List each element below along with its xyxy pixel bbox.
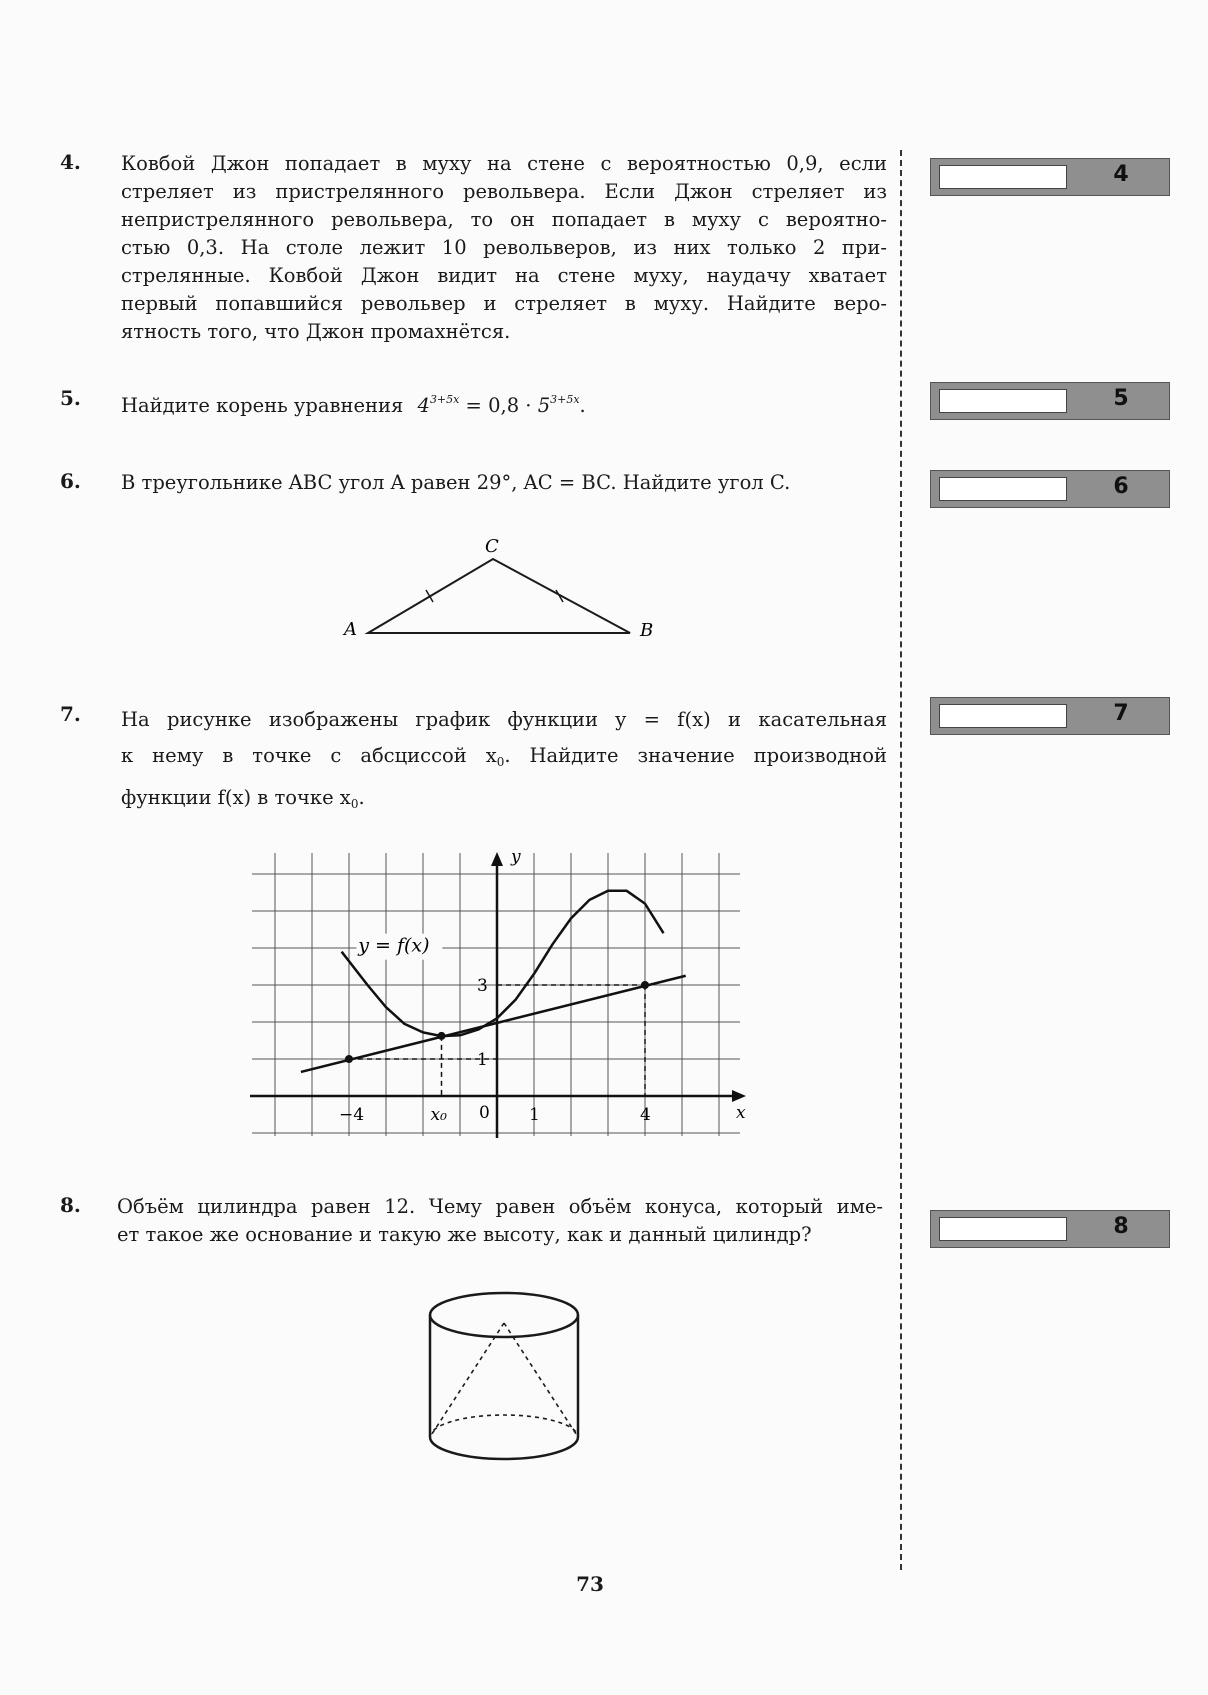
- line-text: функции f(x) в точке x: [121, 786, 351, 809]
- problem-7-line: На рисунке изображены график функции y = f(x) и касательная: [121, 708, 887, 731]
- answer-box-5[interactable]: [930, 382, 1170, 420]
- tick-label-y3: 3: [477, 976, 488, 996]
- eq-base-1: 4: [417, 394, 430, 417]
- problem-8-line: Объём цилиндра равен 12. Чему равен объём конуса, который име-: [117, 1195, 883, 1218]
- function-label: y = f(x): [358, 934, 430, 957]
- problem-8-number: 8.: [60, 1193, 81, 1217]
- answer-field[interactable]: [939, 704, 1067, 728]
- subscript: 0: [496, 755, 505, 769]
- data-point: [641, 981, 649, 989]
- cylinder-cone-figure: [420, 1285, 600, 1485]
- problem-4-line: непристрелянного револьвера, то он попадает в муху с вероятно-: [121, 208, 887, 231]
- triangle-abc: [368, 559, 630, 633]
- cylinder-bottom-front: [430, 1437, 578, 1459]
- function-curve: [342, 891, 664, 1036]
- problem-7-line: [121, 738, 887, 780]
- problem-7-number: 7.: [60, 702, 81, 726]
- line-text: .: [358, 786, 365, 809]
- cut-line: [900, 150, 902, 1570]
- tick-label-x4: 4: [640, 1105, 651, 1125]
- problem-6-number: 6.: [60, 469, 81, 493]
- answer-box-8[interactable]: [930, 1210, 1170, 1248]
- tick-label-y1: 1: [477, 1050, 488, 1070]
- problem-7-line: [121, 780, 887, 822]
- answer-box-label: 5: [1113, 386, 1129, 411]
- problem-5-prompt: Найдите корень уравнения: [121, 394, 404, 417]
- data-point: [345, 1055, 353, 1063]
- problem-4-line: ятность того, что Джон промахнётся.: [121, 320, 511, 343]
- cylinder-top: [430, 1293, 578, 1337]
- problem-4-line: Ковбой Джон попадает в муху на стене с вероятностью 0,9, если: [121, 152, 887, 175]
- data-point: [438, 1032, 446, 1040]
- eq-end: .: [579, 394, 586, 417]
- answer-box-6[interactable]: [930, 470, 1170, 508]
- problem-4-line: стреляет из пристрелянного револьвера. Если Джон стреляет из: [121, 180, 887, 203]
- tick-label-origin: 0: [479, 1103, 490, 1123]
- subscript: 0: [350, 797, 359, 811]
- cone-right-edge: [504, 1323, 578, 1437]
- tick-label-x0: x₀: [430, 1105, 447, 1125]
- problem-8-line: ет такое же основание и такую же высоту, как и данный цилиндр?: [117, 1223, 812, 1246]
- line-text: к нему в точке с абсциссой x: [121, 744, 497, 767]
- eq-middle: = 0,8 ·: [459, 394, 538, 417]
- problem-4-line: первый попавшийся револьвер и стреляет в муху. Найдите веро-: [121, 292, 887, 315]
- x-axis-arrow: [732, 1090, 746, 1102]
- problem-8-text: [117, 1193, 883, 1249]
- eq-base-2: 5: [537, 394, 551, 417]
- problem-5-text: [121, 386, 586, 420]
- cylinder-bottom-back: [430, 1415, 578, 1437]
- answer-field[interactable]: [939, 1217, 1067, 1241]
- problem-4-line: стрелянные. Ковбой Джон видит на стене муху, наудачу хватает: [121, 264, 887, 287]
- y-axis-arrow: [491, 852, 503, 866]
- label-b: B: [640, 620, 654, 641]
- problem-6-text: В треугольнике ABC угол A равен 29°, AC = BC. Найдите угол C.: [121, 471, 791, 494]
- problem-7-text: [121, 702, 887, 822]
- axis-label-x: x: [736, 1103, 746, 1123]
- answer-box-label: 7: [1113, 701, 1129, 726]
- answer-field[interactable]: [939, 165, 1067, 189]
- line-text: . Найдите значение производной: [504, 744, 887, 767]
- triangle-figure: [330, 535, 670, 645]
- axis-label-y: y: [511, 848, 521, 867]
- eq-exponent-1: 3+5x: [429, 393, 460, 406]
- tick-label-x-minus4: −4: [339, 1105, 365, 1125]
- function-graph: [250, 848, 750, 1138]
- tick-label-x1: 1: [529, 1105, 540, 1125]
- answer-field[interactable]: [939, 389, 1067, 413]
- answer-box-label: 6: [1113, 474, 1129, 499]
- cone-left-edge: [430, 1323, 504, 1437]
- problem-5-number: 5.: [60, 386, 81, 410]
- problem-4-text: [121, 150, 887, 346]
- label-a: A: [344, 619, 357, 640]
- problem-4-line: стью 0,3. На столе лежит 10 револьверов, из них только 2 при-: [121, 236, 887, 259]
- answer-field[interactable]: [939, 477, 1067, 501]
- answer-box-4[interactable]: [930, 158, 1170, 196]
- answer-box-label: 8: [1113, 1214, 1129, 1239]
- page-number: 73: [576, 1572, 604, 1596]
- eq-exponent-2: 3+5x: [550, 393, 580, 406]
- equation: [418, 394, 586, 417]
- problem-4-number: 4.: [60, 150, 81, 174]
- label-c: C: [485, 536, 499, 557]
- answer-box-7[interactable]: [930, 697, 1170, 735]
- answer-box-label: 4: [1113, 162, 1129, 187]
- tangent-line: [301, 976, 686, 1072]
